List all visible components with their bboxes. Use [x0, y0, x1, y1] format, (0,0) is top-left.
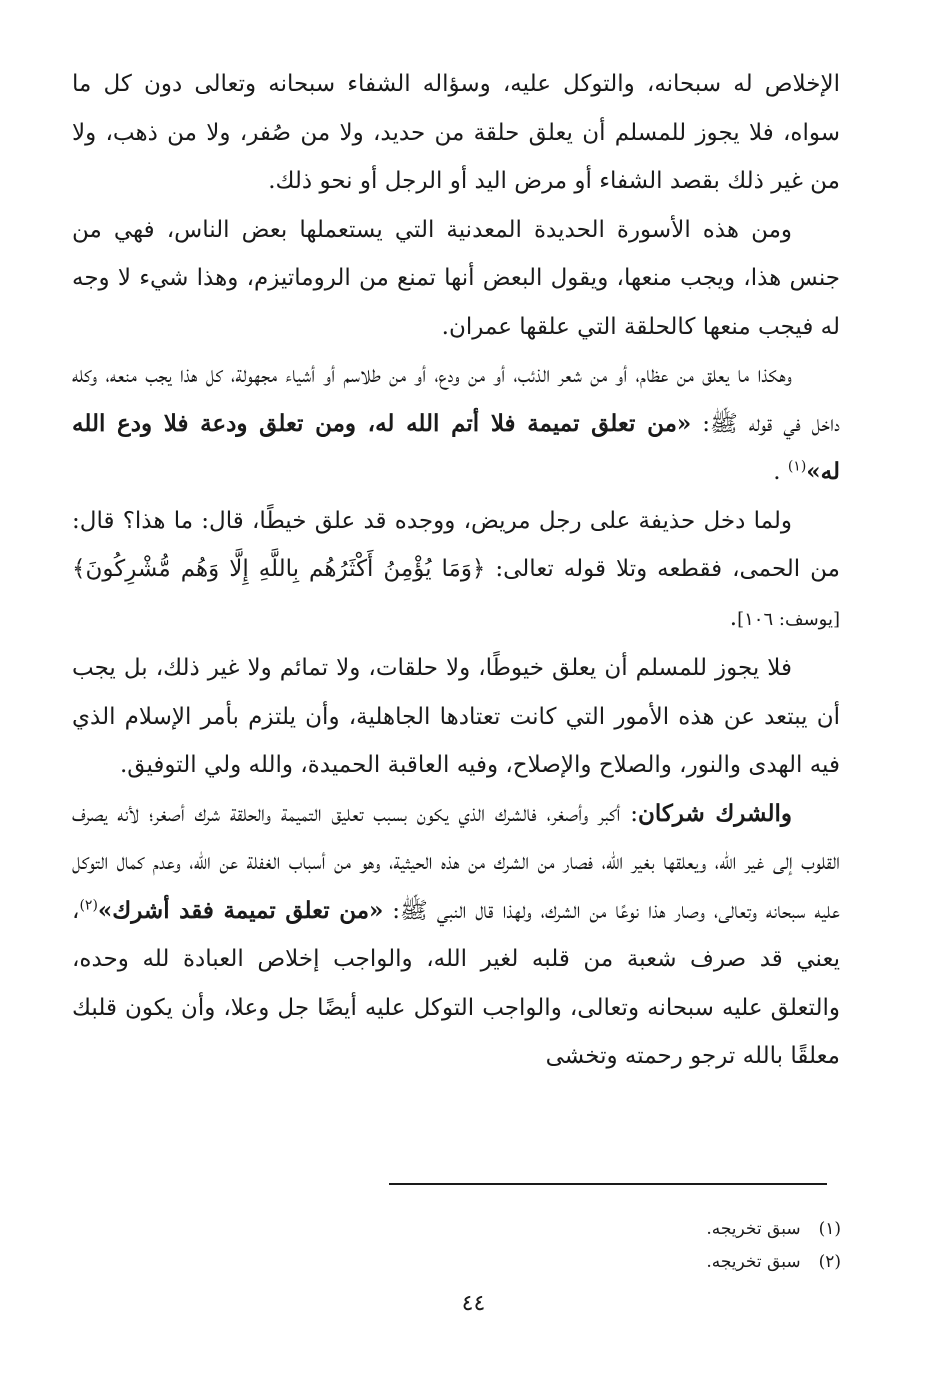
paragraph-3 — [72, 351, 840, 497]
hadith-quote-2: «من تعلق تميمة فقد أشرك» — [97, 896, 384, 924]
paragraph-2-text: ومن هذه الأسورة الحديدة المعدنية التي يستعملها بعض الناس، فهي من جنس هذا، ويجب منعها، ويقول البعض أنها تمنع من الروماتيزم، وهذا شيء لا وجه له فيجب منعها كالحلقة التي علقها عمران. — [72, 216, 840, 340]
footnote-1-number: (١) — [818, 1219, 841, 1239]
paragraph-4 — [72, 497, 840, 645]
paragraph-3-text-a: وهكذا ما يعلق من عظام، أو من شعر الذئب، أو من ودع، أو من طلاسم أو أشياء مجهولة، كل هذا يجب منعه، وكله داخل في قوله ﷺ: — [72, 362, 840, 437]
page-number: ٤٤ — [461, 1291, 486, 1316]
paragraph-6-text-a: : أكبر وأصغر، فالشرك الذي يكون بسبب تعليق التميمة والحلقة شرك أصغر؛ لأنه يصرف القلوب إلى غير الله، ويعلقها بغير الله، فصار من الشرك من هذه الحيثية، وهو من أسباب الغفلة عن الله، وعدم كمال التوكل عليه سبحانه وتعالى، وصار هذا نوعًا من الشرك، ولهذا قال النبي ﷺ: — [72, 800, 840, 924]
paragraph-2 — [72, 206, 840, 352]
hadith-quote-1: «من تعلق تميمة فلا أتم الله له، ومن تعلق ودعة فلا ودع الله له» — [72, 409, 840, 485]
footnote-ref-2: (٢) — [79, 896, 98, 913]
paragraph-5-text: فلا يجوز للمسلم أن يعلق خيوطًا، ولا حلقات، ولا تمائم ولا غير ذلك، بل يجب أن يبتعد عن هذه الأمور التي كانت تعتادها الجاهلية، وأن يلتزم بأمر الإسلام الذي فيه الهدى والنور، والصلاح والإصلاح، وفيه العاقبة الحميدة، والله ولي التوفيق. — [72, 655, 840, 778]
page-body — [72, 60, 840, 1081]
footnote-divider — [389, 1183, 827, 1185]
verse-reference: [يوسف: ١٠٦] — [737, 608, 840, 630]
paragraph-6 — [72, 790, 840, 1081]
paragraph-5 — [72, 644, 840, 790]
footnote-1 — [441, 1213, 841, 1246]
paragraph-6-text-b: ، يعني قد صرف شعبة من قلبه لغير الله، والواجب إخلاص العبادة لله وحده، والتعلق عليه سبحانه وتعالى، والواجب التوكل عليه أيضًا جل وعلا، وأن يكون قلبك معلقًا بالله ترجو رحمته وتخشى — [72, 897, 840, 1069]
footnote-ref-1: (١) — [787, 458, 807, 475]
paragraph-1 — [72, 60, 840, 206]
paragraph-4-text-b: . — [729, 604, 738, 631]
footnote-2 — [441, 1246, 841, 1279]
footnotes — [441, 1213, 841, 1279]
quran-verse: ﴿وَمَا يُؤْمِنُ أَكْثَرُهُم بِاللَّهِ إِلَّا وَهُم مُّشْرِكُونَ﴾ — [72, 556, 486, 582]
paragraph-1-text: الإخلاص له سبحانه، والتوكل عليه، وسؤاله الشفاء سبحانه وتعالى دون كل ما سواه، فلا يجوز للمسلم أن يعلق حلقة من حديد، ولا من صُفر، ولا من ذهب، ولا من غير ذلك بقصد الشفاء أو مرض اليد أو الرجل أو نحو ذلك. — [72, 71, 840, 194]
footnote-2-number: (٢) — [818, 1252, 841, 1272]
footnote-1-text: سبق تخريجه. — [706, 1219, 801, 1239]
paragraph-3-text-b: . — [773, 459, 781, 485]
paragraph-6-bold-lead: والشرك شركان — [637, 799, 792, 827]
paragraph-4-text-a: ولما دخل حذيفة على رجل مريض، ووجده قد علق خيطًا، قال: ما هذا؟ قال: من الحمى، فقطعه وتلا قوله تعالى: — [72, 507, 840, 582]
footnote-2-text: سبق تخريجه. — [706, 1252, 801, 1272]
